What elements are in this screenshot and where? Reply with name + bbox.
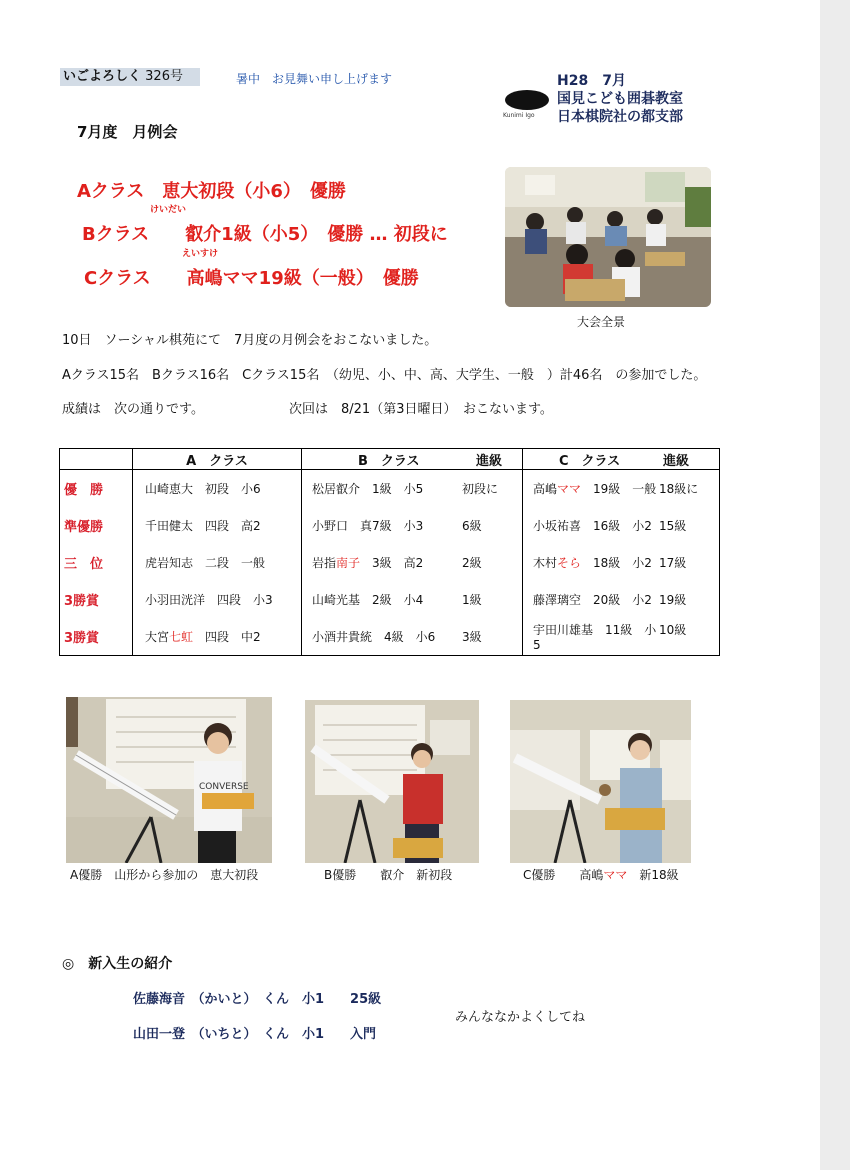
shirt-text: CONVERSE (199, 782, 249, 792)
rank-label: 三 位 (60, 544, 133, 581)
table-row (60, 618, 720, 656)
newsletter-title: いごよろしく 326号 (60, 68, 200, 86)
c-cell: 小坂祐喜 16級 小2 15級 (523, 507, 720, 544)
b-cell: 山崎光基 2級 小4 1級 (302, 581, 523, 618)
report-line-1: 10日 ソーシャル棋苑にて 7月度の月例会をおこないました。 (62, 333, 438, 348)
report-line-2: Aクラス15名 Bクラス16名 Cクラス15名 （幼児、小、中、高、大学生、一般 ）計46名 の参加でした。 (62, 368, 707, 383)
c-winner-photo (510, 700, 691, 863)
b-cell: 小酒井貴統 4級 小6 3級 (302, 618, 523, 656)
org-name: 国見こども囲碁教室 (557, 91, 683, 107)
page-edge (820, 0, 850, 1170)
summer-greeting: 暑中 お見舞い申し上げます (236, 72, 393, 86)
table-row (60, 507, 720, 544)
logo-text: Kunimi Igo (503, 112, 535, 119)
table-row (60, 544, 720, 581)
rank-label: 3勝賞 (60, 581, 133, 618)
c-class-header: C クラス 進級 (523, 449, 720, 470)
winner-c: Cクラス 高嶋ママ19級（一般） 優勝 (84, 268, 419, 289)
winner-b: Bクラス 叡介1級（小5） 優勝 … 初段に (82, 224, 448, 245)
a-class-header: A クラス (133, 449, 302, 470)
table-row (60, 581, 720, 618)
results-table (59, 448, 720, 656)
issue-date: H28 7月 (557, 73, 626, 89)
a-cell: 大宮七虹 四段 中2 (133, 618, 302, 656)
ruby-b: けいだい (150, 205, 187, 215)
ruby-c: えいすけ (182, 249, 219, 259)
a-cell: 山崎恵大 初段 小6 (133, 470, 302, 507)
rank-label: 優 勝 (60, 470, 133, 507)
rank-label: 3勝賞 (60, 618, 133, 656)
next-meeting: 次回は 8/21（第3日曜日） おこないます。 (289, 402, 553, 417)
c-cell: 宇田川雄基 11級 小5 10級 (523, 618, 720, 656)
go-stone-logo (505, 90, 549, 110)
report-line-3: 成績は 次の通りです。 (62, 402, 204, 417)
a-cell: 小羽田洸洋 四段 小3 (133, 581, 302, 618)
c-cell: 木村そら 18級 小2 17級 (523, 544, 720, 581)
org-branch: 日本棋院社の都支部 (557, 109, 683, 125)
b-winner-photo (305, 700, 479, 863)
b-cell: 小野口 真7級 小3 6級 (302, 507, 523, 544)
b-cell: 松居叡介 1級 小5 初段に (302, 470, 523, 507)
b-photo-caption: B優勝 叡介 新初段 (324, 868, 453, 882)
b-cell: 岩指南子 3級 高2 2級 (302, 544, 523, 581)
new-students-heading: ◎ 新入生の紹介 (62, 956, 173, 972)
new-student-1: 佐藤海音 （かいと） くん 小1 25級 (133, 992, 382, 1007)
rank-header (60, 449, 133, 470)
main-photo-caption: 大会全景 (577, 315, 626, 329)
rank-label: 準優勝 (60, 507, 133, 544)
c-photo-caption: C優勝 高嶋ママ 新18級 (523, 868, 679, 882)
b-class-header: B クラス 進級 (302, 449, 523, 470)
winner-a: Aクラス 恵大初段（小6） 優勝 (77, 181, 346, 202)
new-student-2: 山田一登 （いちと） くん 小1 入門 (133, 1027, 377, 1042)
table-row (60, 470, 720, 507)
a-cell: 千田健太 四段 高2 (133, 507, 302, 544)
page-title: 7月度 月例会 (77, 123, 178, 141)
c-cell: 高嶋ママ 19級 一般 18級に (523, 470, 720, 507)
table-header-row (60, 449, 720, 470)
tournament-photo (505, 167, 711, 307)
a-winner-photo (66, 697, 272, 863)
a-cell: 虎岩知志 二段 一般 (133, 544, 302, 581)
a-photo-caption: A優勝 山形から参加の 恵大初段 (70, 868, 259, 882)
c-cell: 藤澤璃空 20級 小2 19級 (523, 581, 720, 618)
friendly-note: みんななかよくしてね (455, 1010, 586, 1025)
